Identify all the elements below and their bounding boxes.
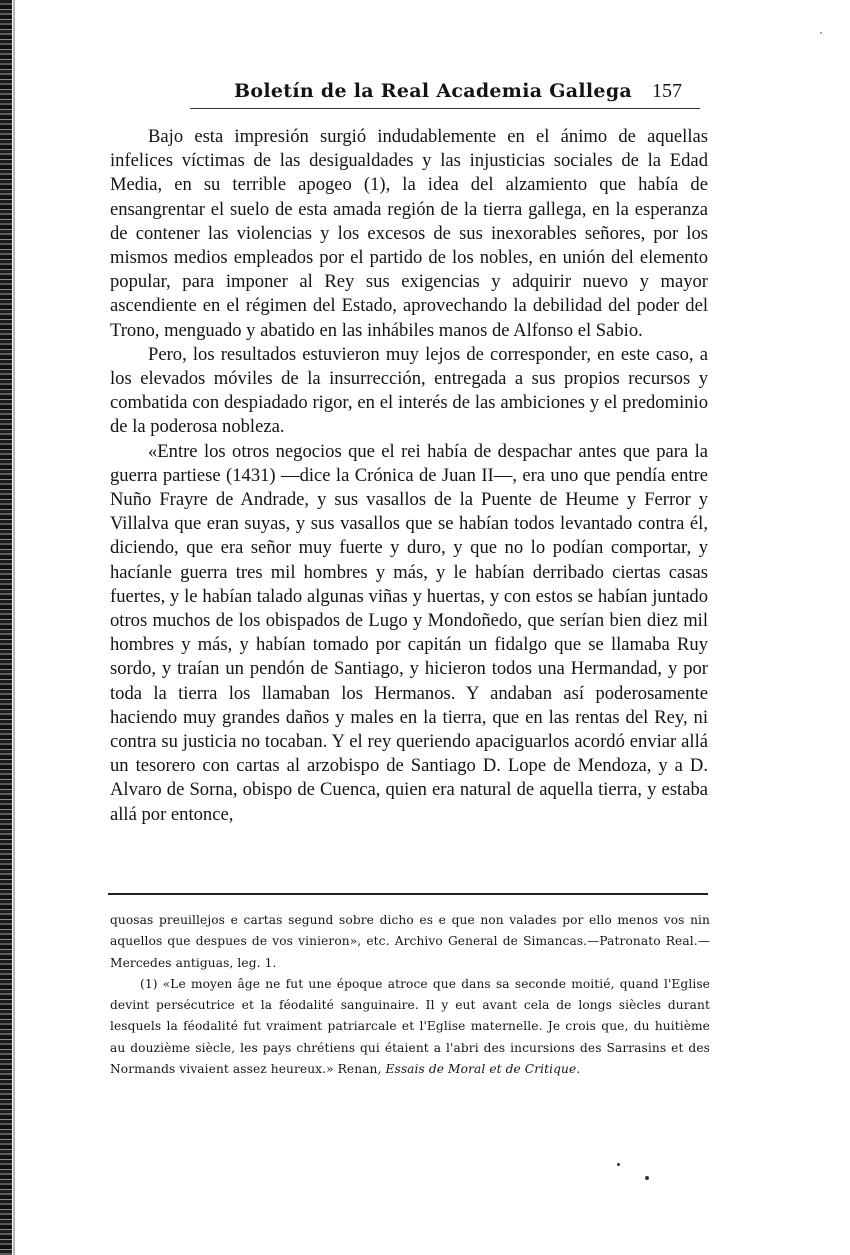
paragraph: Pero, los resultados estuvieron muy lejos de corresponder, en este caso, a los elevados móviles de la insurrección, entregada a sus propios recursos y combatida con despiadado rigor, en el interés de las ambiciones y el predominio de la poderosa nobleza.: [110, 343, 708, 438]
footnote-1: [110, 974, 710, 1080]
scan-binding-edge: [0, 0, 12, 1255]
scan-speck: [820, 32, 822, 34]
main-text: [110, 125, 708, 827]
paragraph: «Entre los otros negocios que el rei había de despachar antes que para la guerra partiese (1431) —dice la Crónica de Juan II—, era uno que pendía entre Nuño Frayre de Andrade, y sus vasallos de la Puente de Heume y Ferror y Villalva que eran suyas, y sus vasallos que se habían todos levantado contra él, diciendo, que era señor muy fuerte y duro, y que no lo podían comportar, y hacíanle guerra tres mil hombres y más, y le habían derribado ciertas casas fuertes, y le habían talado algunas viñas y huertas, y con estos se habían juntado otros muchos de los obispados de Lugo y Mondoñedo, que serían bien diez mil hombres y más, y habían tomado por capitán un fidalgo que se llamaba Ruy sordo, y traían un pendón de Santiago, y hicieron todos una Hermandad, y por toda la tierra los llamaban los Hermanos. Y andaban así poderosamente haciendo muy grandes daños y males en la tierra, que en las rentas del Rey, ni contra su justicia no tocaban. Y el rey queriendo apaciguarlos acordó enviar allá un tesorero con cartas al arzobispo de Santiago D. Lope de Mendoza, y a D. Alvaro de Sorna, obispo de Cuenca, quien era natural de aquella tierra, y estaba allá por entonce,: [110, 440, 708, 825]
scan-speck: [645, 1176, 649, 1180]
page-number: 157: [652, 80, 682, 102]
page-header: [210, 80, 690, 110]
scan-speck: [617, 1163, 620, 1166]
scan-binding-shadow: [13, 0, 15, 1255]
footnote-1-text: (1) «Le moyen âge ne fut une époque atroce que dans sa seconde moitié, quand l'Eglise devint persécutrice et la féodalité sanguinaire. Il y eut avant cela de longs siècles durant lesquels la féodalité fut vraiment patriarcale et l'Eglise maternelle. Je crois que, du huitième au douzième siècle, les pays chrétiens qui étaient a l'abri des incursions des Sarrasins et des Normands vivaient assez heureux.» Renan,: [110, 976, 710, 1077]
header-rule: [190, 108, 700, 109]
footnotes: [110, 910, 710, 1080]
running-title: Boletín de la Real Academia Gallega: [234, 80, 633, 102]
paragraph: Bajo esta impresión surgió indudablemente en el ánimo de aquellas infelices víctimas de las desigualdades y las injusticias sociales de la Edad Media, en su terrible apogeo (1), la idea del alzamiento que había de ensangrentar el suelo de esta amada región de la tierra gallega, en la esperanza de contener las violencias y los excesos de sus inexorables señores, por los mismos medios empleados por el partido de los nobles, en unión del elemento popular, para imponer al Rey sus exigencias y adquirir nuevo y mayor ascendiente en el régimen del Estado, aprovechando la debilidad del poder del Trono, menguado y abatido en las inhábiles manos de Alfonso el Sabio.: [110, 126, 708, 341]
footnote-separator: [108, 893, 708, 895]
footnote-continuation: quosas preuillejos e cartas segund sobre dicho es e que non valades por ello menos vos nin aquellos que despues de vos vinieron», etc. Archivo General de Simancas.—Patronato Real.—Mercedes antiguas, leg. 1.: [110, 913, 710, 970]
footnote-1-work-title: Essais de Moral et de Critique.: [385, 1062, 581, 1077]
